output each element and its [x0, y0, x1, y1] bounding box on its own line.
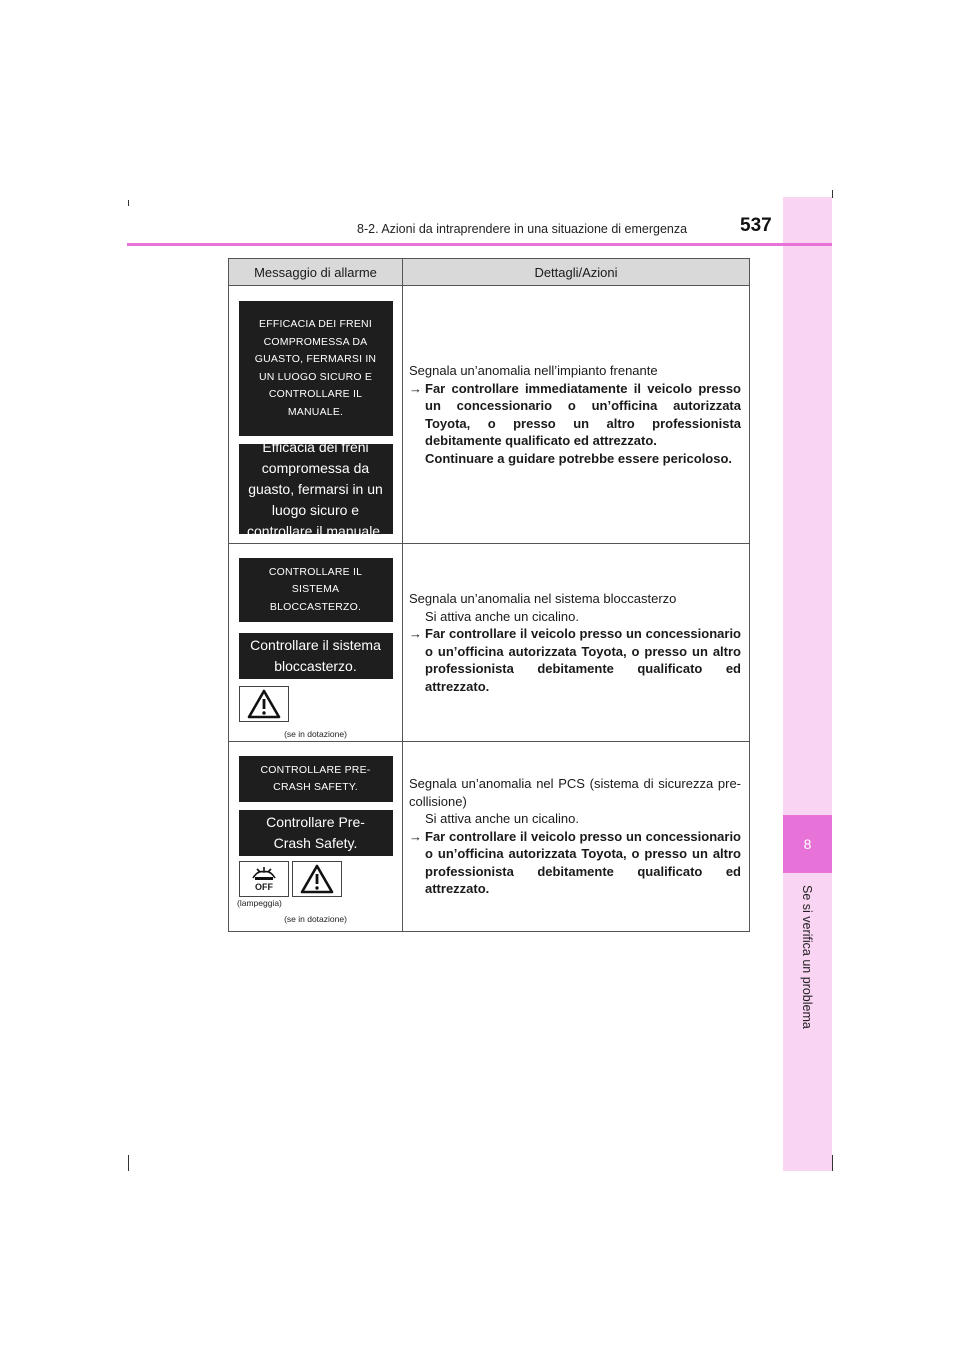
message-cell: [229, 742, 403, 932]
availability-note: (se in dotazione): [284, 914, 347, 924]
column-header-details: Dettagli/Azioni: [403, 259, 750, 286]
detail-sub: Si attiva anche un cicalino.: [425, 608, 579, 624]
chapter-number-box: [783, 815, 832, 873]
crop-mark: [832, 1155, 833, 1171]
detail-intro: Segnala un’anomalia nel sistema bloccasterzo: [409, 591, 677, 606]
display-message-upper: EFFICACIA DEI FRENI COMPROMESSA DA GUASTO, FERMARSI IN UN LUOGO SICURO E CONTROLLARE IL MANUALE.: [239, 301, 393, 436]
header-rule: [127, 243, 832, 246]
section-header: 8-2. Azioni da intraprendere in una situazione di emergenza: [357, 222, 688, 236]
warning-message-table: [228, 258, 750, 932]
column-header-message: Messaggio di allarme: [229, 259, 403, 286]
display-message-upper: CONTROLLARE IL SISTEMA BLOCCASTERZO.: [239, 558, 393, 622]
detail-intro: Segnala un’anomalia nell’impianto frenante: [409, 363, 658, 378]
table-row: [229, 544, 750, 742]
chapter-title: Se si verifica un problema: [800, 885, 814, 1029]
table-row: [229, 286, 750, 544]
detail-intro: Segnala un’anomalia nel PCS (sistema di sicurezza pre-collisione): [409, 776, 741, 809]
detail-action: → Far controllare il veicolo presso un concessionario o un’officina autorizzata Toyota, o presso un altro professionista debitamente qualificato ed attrezzato.: [409, 626, 741, 694]
display-message-upper: CONTROLLARE PRE-CRASH SAFETY.: [239, 756, 393, 802]
details-cell: [403, 544, 750, 742]
details-cell: [403, 742, 750, 932]
detail-sub: Si attiva anche un cicalino.: [425, 811, 579, 827]
detail-action: → Far controllare immediatamente il veicolo presso un concessionario o un’officina autorizzata Toyota, o presso un altro professionista debitamente qualificato ed attrezzato.: [409, 380, 741, 448]
blink-note: (lampeggia): [237, 898, 282, 908]
table-header-row: [229, 259, 750, 286]
warning-triangle-icon: [239, 686, 289, 722]
availability-note: (se in dotazione): [284, 729, 347, 739]
crop-mark: [832, 190, 833, 198]
detail-action-warning: Continuare a guidare potrebbe essere pericoloso.: [425, 450, 733, 466]
display-message-lower: Controllare il sistema bloccasterzo.: [239, 633, 393, 679]
pcs-off-icon: OFF: [239, 861, 289, 897]
chapter-number: 8: [803, 836, 812, 852]
details-cell: [403, 286, 750, 544]
display-message-lower: Controllare Pre-Crash Safety.: [239, 810, 393, 856]
crop-mark: [128, 200, 129, 206]
page-number: 537: [740, 215, 772, 236]
warning-triangle-icon: [292, 861, 342, 897]
message-cell: [229, 286, 403, 544]
display-message-lower: Efficacia dei freni compromessa da guasto, fermarsi in un luogo sicuro e controllare il manuale.: [239, 444, 393, 534]
detail-action: → Far controllare il veicolo presso un concessionario o un’officina autorizzata Toyota, o presso un altro professionista debitamente qualificato ed attrezzato.: [409, 828, 741, 897]
table-row: [229, 742, 750, 932]
crop-mark: [128, 1155, 129, 1171]
message-cell: [229, 544, 403, 742]
